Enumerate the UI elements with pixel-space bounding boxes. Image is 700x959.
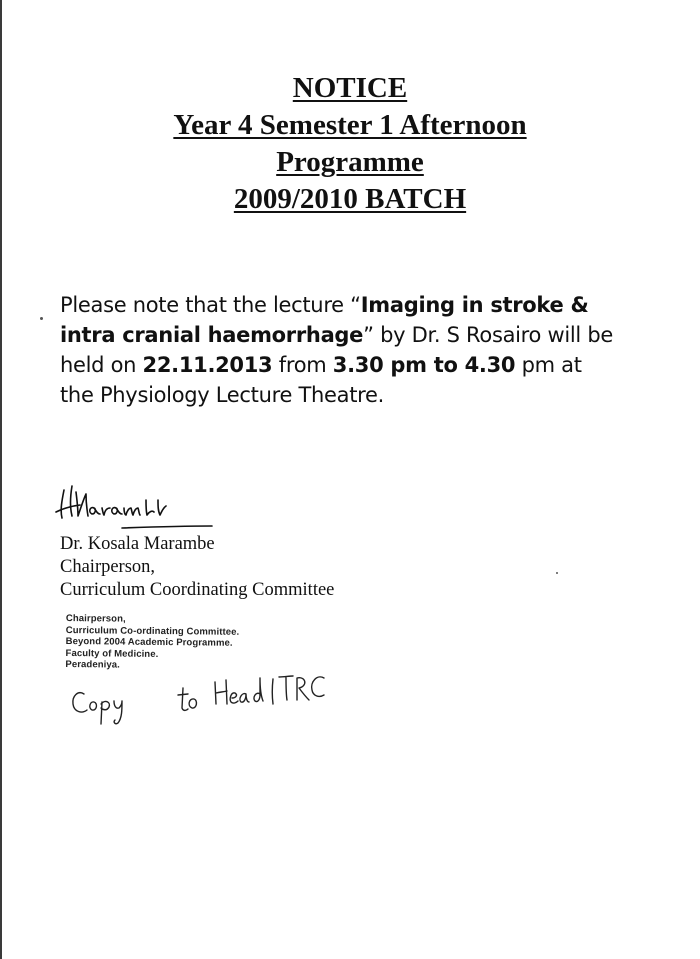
notice-title bbox=[0, 70, 700, 218]
lecture-date: 22.11.2013 bbox=[142, 353, 273, 377]
signatory-role: Chairperson, bbox=[60, 557, 156, 577]
lecture-time: 3.30 pm to 4.30 bbox=[332, 353, 516, 377]
notice-body: Please note that the lecture “Imaging in stroke & intra cranial haemorrhage” by Dr. S Rosairo will be held on 22.11.2013 from 3.30 pm to 4.30 pm at the Physiology Lecture Theatre. bbox=[60, 293, 613, 407]
signatory-block bbox=[60, 533, 334, 602]
title-line-batch: 2009/2010 BATCH bbox=[233, 183, 467, 215]
signatory-name: Dr. Kosala Marambe bbox=[60, 534, 215, 554]
title-line-notice: NOTICE bbox=[292, 72, 408, 104]
title-line-year: Year 4 Semester 1 Afternoon bbox=[173, 109, 527, 141]
handwritten-note bbox=[70, 668, 340, 728]
scan-speck bbox=[40, 317, 43, 320]
signature bbox=[50, 478, 220, 534]
scan-speck bbox=[556, 572, 558, 574]
title-line-programme: Programme bbox=[276, 146, 424, 178]
signatory-committee: Curriculum Coordinating Committee bbox=[60, 580, 335, 600]
lecture-title: Imaging in stroke & intra cranial haemorrhage bbox=[60, 293, 589, 347]
official-stamp: Chairperson, Curriculum Co-ordinating Committee. Beyond 2004 Academic Programme. Faculty of Medicine. Peradeniya. bbox=[65, 613, 240, 671]
